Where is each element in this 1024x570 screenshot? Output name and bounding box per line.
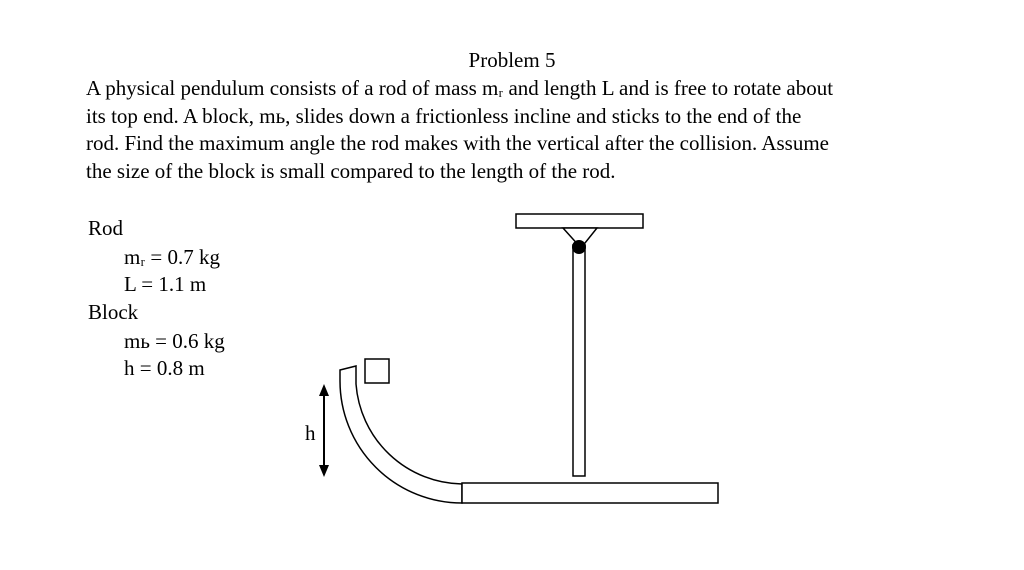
- statement-line: the size of the block is small compared to the length of the rod.: [86, 158, 616, 183]
- statement-line: its top end. A block, mь, slides down a frictionless incline and sticks to the end of the: [86, 103, 802, 128]
- rod-mass-value: mᵣ = 0.7 kg: [124, 245, 220, 269]
- statement-line: rod. Find the maximum angle the rod makes with the vertical after the collision. Assume: [86, 131, 829, 155]
- rod-heading: Rod: [88, 216, 124, 240]
- rod-length-value: L = 1.1 m: [124, 272, 207, 296]
- height-label: h: [305, 421, 316, 445]
- block-mass-value: mь = 0.6 kg: [124, 329, 225, 353]
- pivot-point: [572, 240, 586, 254]
- pendulum-rod: [573, 245, 585, 476]
- curved-incline: [340, 366, 462, 503]
- block-heading: Block: [88, 300, 139, 324]
- height-arrow-up-head: [319, 384, 329, 396]
- block-height-value: h = 0.8 m: [124, 356, 205, 380]
- problem-title: Problem 5: [468, 48, 556, 72]
- statement-line: A physical pendulum consists of a rod of mass mᵣ and length L and is free to rotate about: [86, 76, 834, 100]
- sliding-block: [365, 359, 389, 383]
- floor: [462, 483, 718, 503]
- height-arrow-down-head: [319, 465, 329, 477]
- ceiling-support: [516, 214, 643, 228]
